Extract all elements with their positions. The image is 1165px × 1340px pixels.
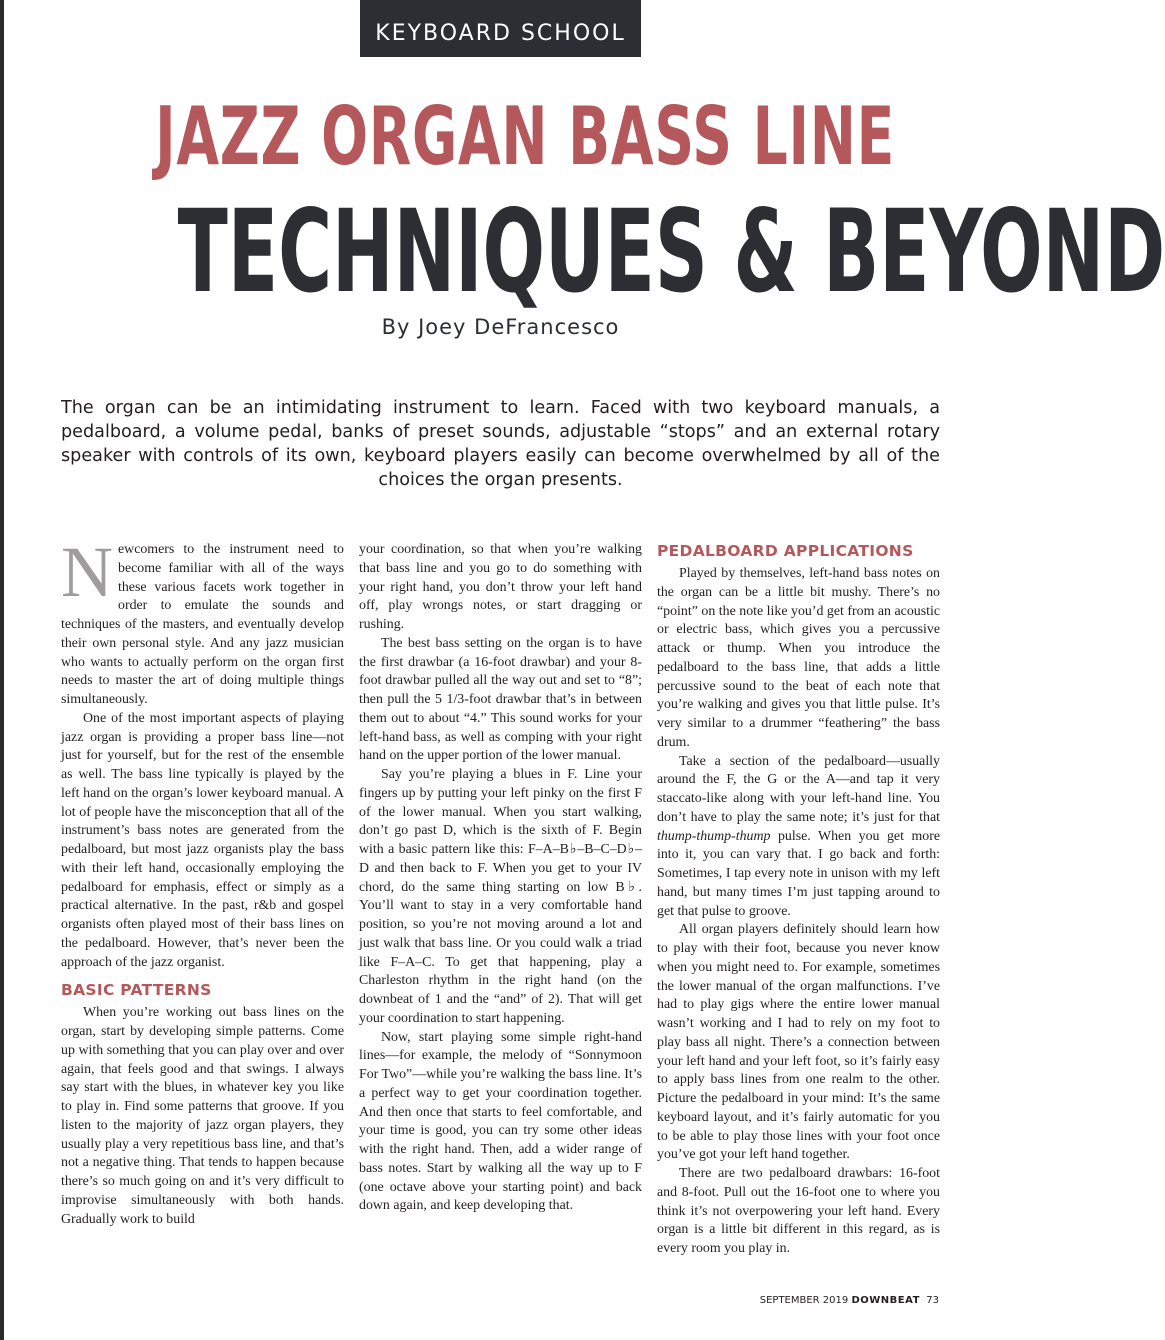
paragraph-text: pulse. When you get more into it, you can vary that. I go back and forth: Sometimes, I tap every note in unison with my left hand, but many times I’m just tapping around to get that pulse to groove.	[657, 828, 940, 919]
emphasis-text: thump-thump-thump	[657, 828, 771, 844]
page-number: 73	[926, 1295, 939, 1306]
paragraph-text: ewcomers to the instrument need to become familiar with all of the ways these various facets work together in order to emulate the sounds and techniques of the masters, and eventually develop their own personal style. And any jazz musician who wants to actually perform on the organ first needs to master the art of doing multiple things simultaneously.	[61, 542, 344, 707]
paragraph: your coordination, so that when you’re walking that bass line and you go to do something with your right hand, you don’t throw your left hand off, play wrongs notes, or start dragging or rushing.	[359, 542, 642, 632]
article-column-3	[657, 541, 940, 1259]
paragraph: One of the most important aspects of playing jazz organ is providing a proper bass line—not just for yourself, but for the rest of the ensemble as well. The bass line typically is played by the left hand on the organ’s lower keyboard manual. A lot of people have the misconception that all of the instrument’s bass notes are generated from the pedalboard, but most jazz organists play the bass with their left hand, occasionally employing the pedalboard for emphasis, effect or simply as a practical alternative. In the past, r&b and gospel organists often played most of their bass lines on the pedalboard. However, that’s never been the approach of the jazz organist.	[61, 710, 344, 970]
paragraph-text: Take a section of the pedalboard—usually around the F, the G or the A—and tap it very staccato-like along with your left-hand line. You don’t have to play the same note; it’s just for that	[657, 753, 940, 825]
paragraph: All organ players definitely should learn how to play with their foot, because you never know when you might need to. For example, sometimes the lower manual of the organ malfunctions. I’ve had to play gigs where the entire lower manual wasn’t working and I had to rely on my foot to play bass all night. There’s a connection between your left hand and your left foot, so it’s fairly easy to apply bass lines from one realm to the other. Picture the pedalboard in your mind: It’s the same keyboard layout, and it’s fairly automatic for you to be able to play those lines with your foot once you’ve got your left hand together.	[657, 922, 940, 1163]
page-footer	[760, 1295, 939, 1306]
page-edge-bar	[0, 0, 4, 1340]
footer-magazine: DOWNBEAT	[851, 1295, 920, 1306]
paragraph	[657, 753, 940, 922]
subhead-pedalboard-applications: PEDALBOARD APPLICATIONS	[657, 542, 914, 560]
drop-cap: N	[61, 532, 113, 612]
article-column-2	[359, 541, 642, 1216]
lead-paragraph: The organ can be an intimidating instrument to learn. Faced with two keyboard manuals, a pedalboard, a volume pedal, banks of preset sounds, adjustable “stops” and an external rotary speaker with controls of its own, keyboard players easily can become overwhelmed by all of the choices the organ presents.	[61, 398, 940, 490]
footer-date: SEPTEMBER 2019	[759, 1295, 849, 1306]
paragraph: The best bass setting on the organ is to have the first drawbar (a 16-foot drawbar) and your 8-foot drawbar pulled all the way out and set to “8”; then pull the 5 1/3-foot drawbar that’s in between them out to about “4.” This sound works for your left-hand bass, as well as comping with your right hand on the upper portion of the lower manual.	[359, 635, 642, 764]
section-label: KEYBOARD SCHOOL	[360, 0, 641, 57]
paragraph: Played by themselves, left-hand bass notes on the organ can be a little bit mushy. There’s no “point” on the note like you’d get from an acoustic or electric bass, which gives you a percussive attack or thump. When you introduce the pedalboard to the bass line, that adds a little percussive sound to the beat of each note that you’re walking and gives you that little pulse. It’s very similar to a drummer “feathering” the bass drum.	[657, 566, 940, 750]
byline: By Joey DeFrancesco	[381, 315, 620, 339]
article-column-1	[61, 532, 344, 1229]
paragraph: There are two pedalboard drawbars: 16-foot and 8-foot. Pull out the 16-foot one to where you think it’s not overpowering your left hand. Every organ is a little bit different in this regard, as is every room you play in.	[657, 1166, 940, 1256]
paragraph: Say you’re playing a blues in F. Line your fingers up by putting your left pinky on the first F of the lower manual. When you start walking, don’t go past D, which is the sixth of F. Begin with a basic pattern like this: F–A–B♭–B–C–D♭–D and then back to F. When you get to your IV chord, do the same thing starting on low B♭. You’ll want to stay in a very comfortable hand position, so you’re not moving around a lot and just walk that bass line. Or you could walk a triad like F–A–C. To get that happening, play a Charleston rhythm in the right hand (on the downbeat of 1 and the “and” of 2). That will get your coordination to start happening.	[359, 767, 642, 1026]
paragraph: Now, start playing some simple right-hand lines—for example, the melody of “Sonnymoon For Two”—while you’re walking the bass line. It’s a perfect way to get your coordination together. And then once that starts to feel comfortable, and your time is good, you can try some other ideas with the right hand. Then, add a wider range of bass notes. Start by walking all the way up to F (one octave above your starting point) and back down again, and keep developing that.	[359, 1029, 642, 1214]
subhead-basic-patterns: BASIC PATTERNS	[61, 981, 212, 1000]
headline-line-2: TECHNIQUES & BEYOND	[177, 185, 1165, 318]
paragraph	[61, 532, 344, 710]
paragraph: When you’re working out bass lines on the organ, start by developing simple patterns. Come up with something that you can play over and over again, that feels good and that swings. I always say start with the blues, in whatever key you like to play in. Find some patterns that groove. If you listen to the majority of jazz organ players, they usually play a very repetitious bass line, and that’s not a negative thing. That tends to happen because there’s so much going on and it’s very difficult to improvise simultaneously with both hands. Gradually work to build	[61, 1005, 344, 1227]
headline-line-1: JAZZ ORGAN BASS LINE	[155, 90, 896, 183]
